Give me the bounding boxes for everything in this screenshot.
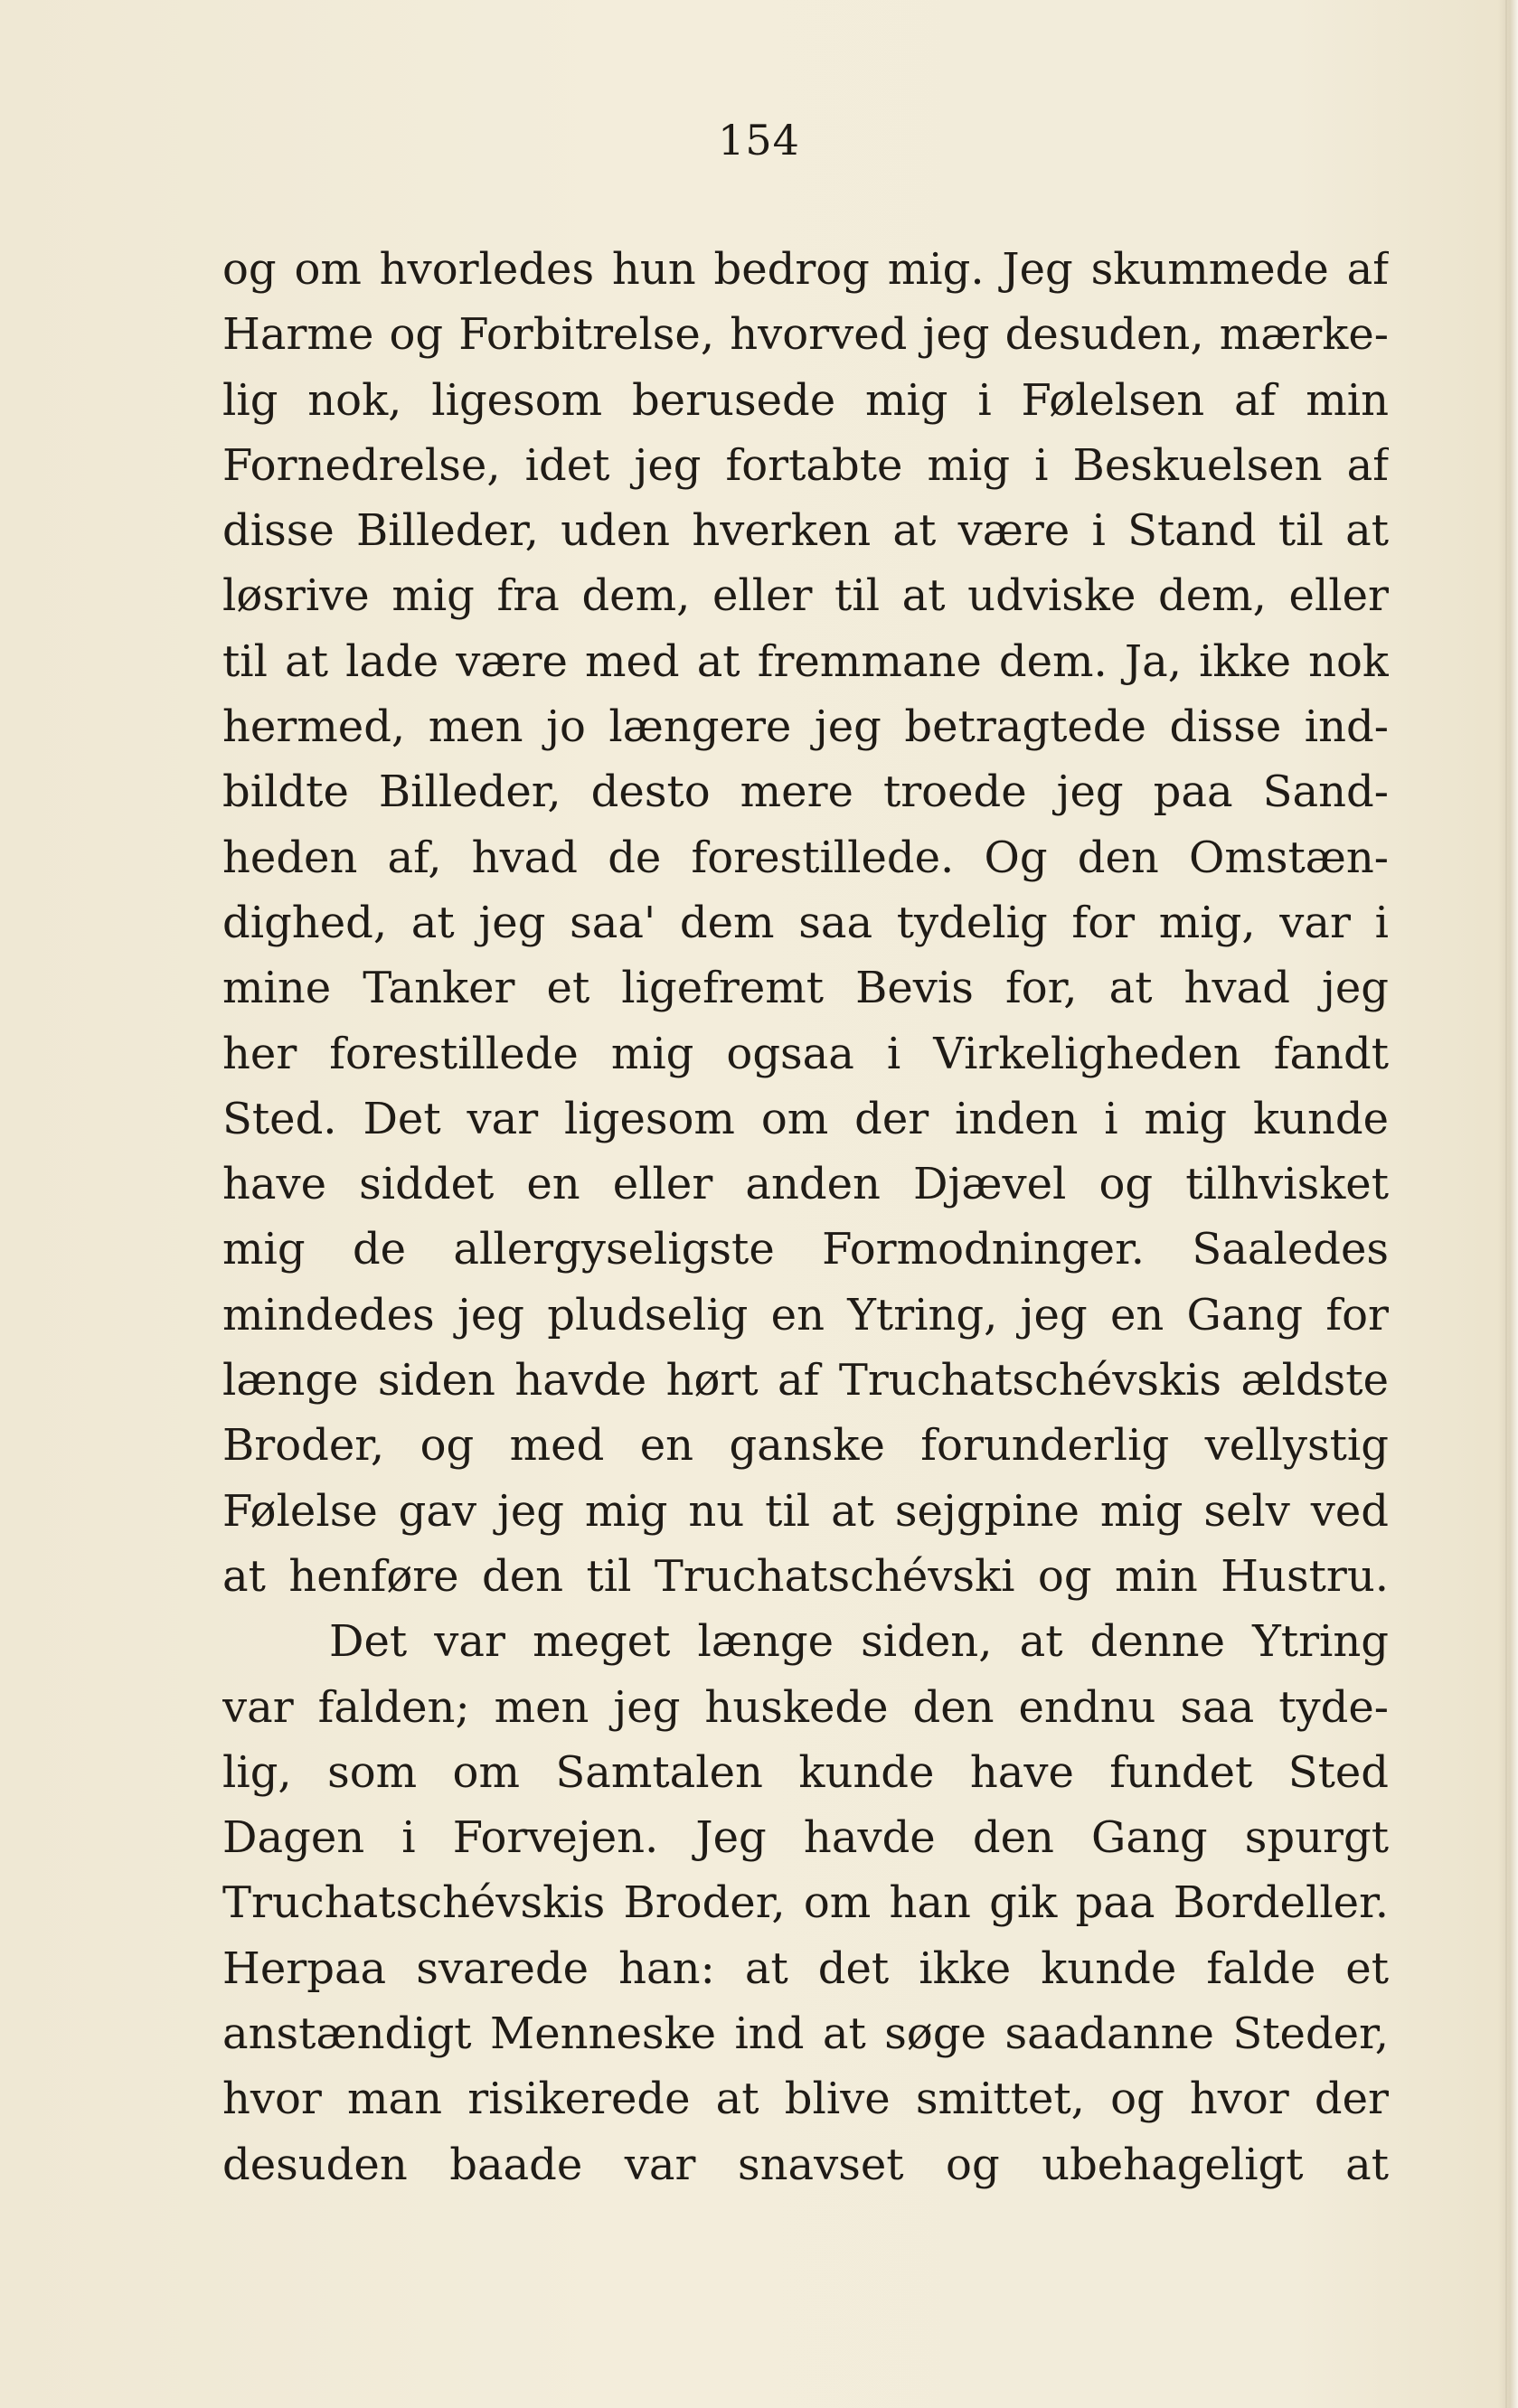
text-line: dighed, at jeg saa' dem saa tydelig for mig, var i xyxy=(222,897,1389,948)
page-edge-shadow xyxy=(1498,0,1518,2408)
text-line: disse Billeder, uden hverken at være i Stand til at xyxy=(222,505,1389,557)
paragraph-start-line: Det var meget længe siden, at denne Ytring xyxy=(329,1616,1389,1668)
text-line: heden af, hvad de forestillede. Og den Omstæn- xyxy=(222,832,1389,883)
text-line: lig nok, ligesom berusede mig i Følelsen af min xyxy=(222,374,1389,426)
page-number: 154 xyxy=(718,116,800,165)
text-line: lig, som om Samtalen kunde have fundet Sted xyxy=(222,1746,1389,1798)
text-line: til at lade være med at fremmane dem. Ja, ikke nok xyxy=(222,635,1389,687)
text-line: hermed, men jo længere jeg betragtede disse ind- xyxy=(222,701,1389,753)
text-line: længe siden havde hørt af Truchatschévskis ældste xyxy=(222,1355,1389,1406)
text-line: Truchatschévskis Broder, om han gik paa Bordeller. xyxy=(222,1877,1389,1929)
text-line: have siddet en eller anden Djævel og tilhvisket xyxy=(222,1159,1389,1210)
text-line: Fornedrelse, idet jeg fortabte mig i Beskuelsen af xyxy=(222,439,1389,491)
text-line: hvor man risikerede at blive smittet, og hvor der xyxy=(222,2074,1389,2125)
text-line: løsrive mig fra dem, eller til at udviske dem, eller xyxy=(222,570,1389,622)
text-line: mig de allergyseligste Formodninger. Saaledes xyxy=(222,1224,1389,1275)
text-line: Dagen i Forvejen. Jeg havde den Gang spurgt xyxy=(222,1812,1389,1864)
text-line: at henføre den til Truchatschévski og min Hustru. xyxy=(222,1550,1389,1602)
text-line: mine Tanker et ligefremt Bevis for, at hvad jeg xyxy=(222,963,1389,1014)
text-line: Herpaa svarede han: at det ikke kunde falde et xyxy=(222,1942,1389,1994)
text-line: mindedes jeg pludselig en Ytring, jeg en Gang for xyxy=(222,1289,1389,1340)
text-line: Broder, og med en ganske forunderlig vellystig xyxy=(222,1420,1389,1472)
body-text xyxy=(222,237,1389,2197)
text-line: og om hvorledes hun bedrog mig. Jeg skummede af xyxy=(222,244,1389,295)
text-line: her forestillede mig ogsaa i Virkeligheden fandt xyxy=(222,1028,1389,1079)
text-line: var falden; men jeg huskede den endnu saa tyde- xyxy=(222,1681,1389,1733)
text-line: Harme og Forbitrelse, hvorved jeg desuden, mærke- xyxy=(222,309,1389,361)
text-line: anstændigt Menneske ind at søge saadanne Steder, xyxy=(222,2008,1389,2060)
page-edge-line xyxy=(1505,0,1507,2408)
text-line: Sted. Det var ligesom om der inden i mig kunde xyxy=(222,1093,1389,1144)
text-line: desuden baade var snavset og ubehageligt at xyxy=(222,2139,1389,2190)
text-line: bildte Billeder, desto mere troede jeg paa Sand- xyxy=(222,767,1389,818)
text-line: Følelse gav jeg mig nu til at sejgpine mig selv ved xyxy=(222,1485,1389,1537)
